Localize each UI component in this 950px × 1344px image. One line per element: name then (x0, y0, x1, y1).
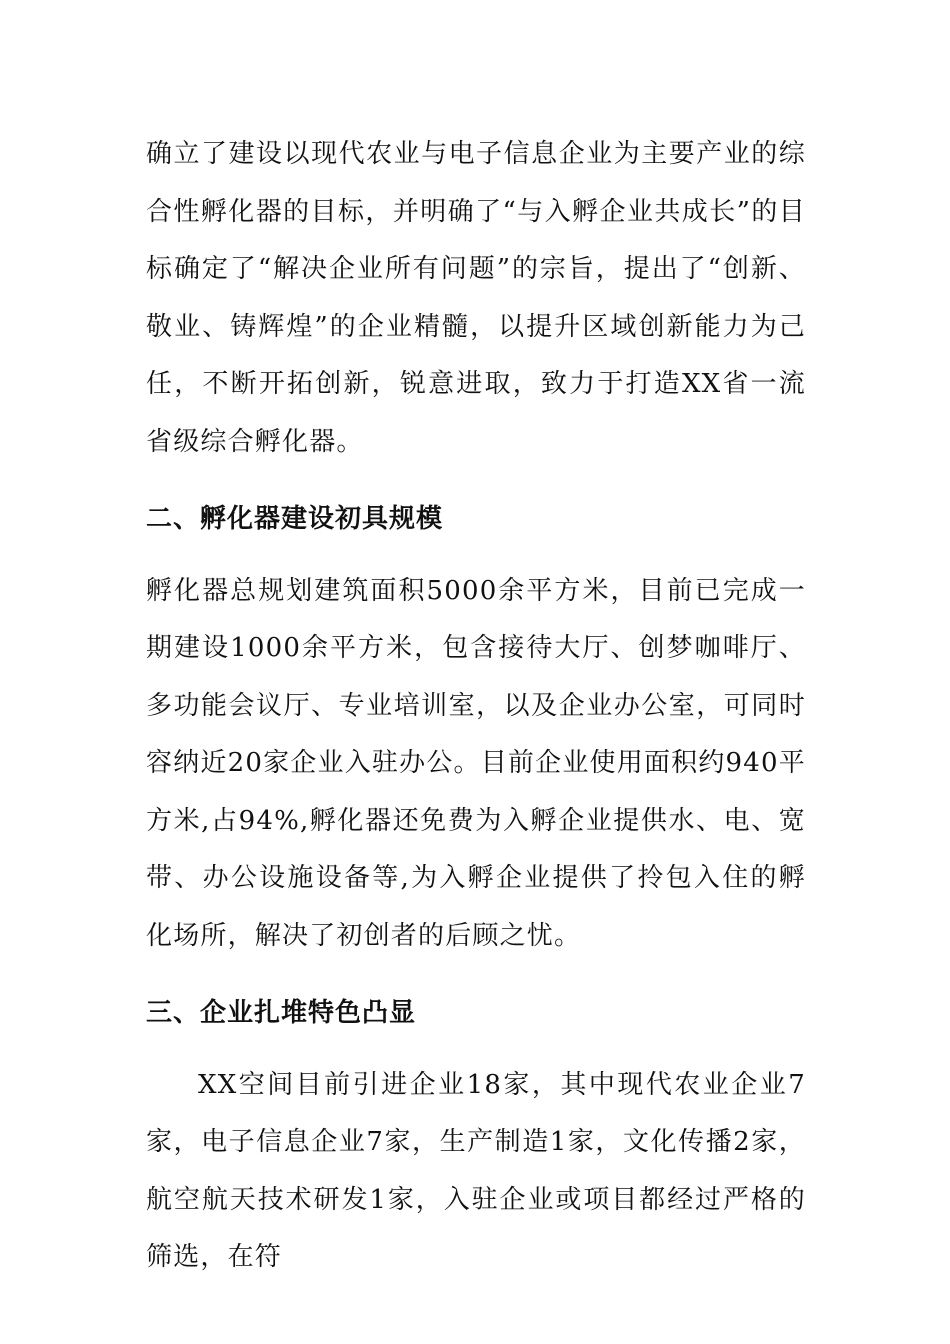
document-body (146, 126, 806, 1287)
paragraph-enterprise-cluster: XX空间目前引进企业18家，其中现代农业企业7家，电子信息企业7家，生产制造1家，文化传播2家，航空航天技术研发1家，入驻企业或项目都经过严格的筛选，在符 (146, 1069, 806, 1272)
paragraph-incubator-goals: 确立了建设以现代农业与电子信息企业为主要产业的综合性孵化器的目标，并明确了“与入孵企业共成长”的目标确定了“解决企业所有问题”的宗旨，提出了“创新、敬业、铸辉煌”的企业精髓，以提升区域创新能力为己任，不断开拓创新，锐意进取，致力于打造XX省一流省级综合孵化器。 (146, 139, 806, 457)
paragraph-incubator-scale: 孵化器总规划建筑面积5000余平方米，目前已完成一期建设1000余平方米，包含接待大厅、创梦咖啡厅、多功能会议厅、专业培训室，以及企业办公室，可同时容纳近20家企业入驻办公。目前企业使用面积约940平方米,占94%,孵化器还免费为入孵企业提供水、电、宽带、办公设施设备等,为入孵企业提供了拎包入住的孵化场所，解决了初创者的后顾之忧。 (146, 575, 806, 951)
section-heading-2: 二、孵化器建设初具规模 (146, 504, 444, 534)
section-heading-3: 三、企业扎堆特色凸显 (146, 998, 417, 1028)
